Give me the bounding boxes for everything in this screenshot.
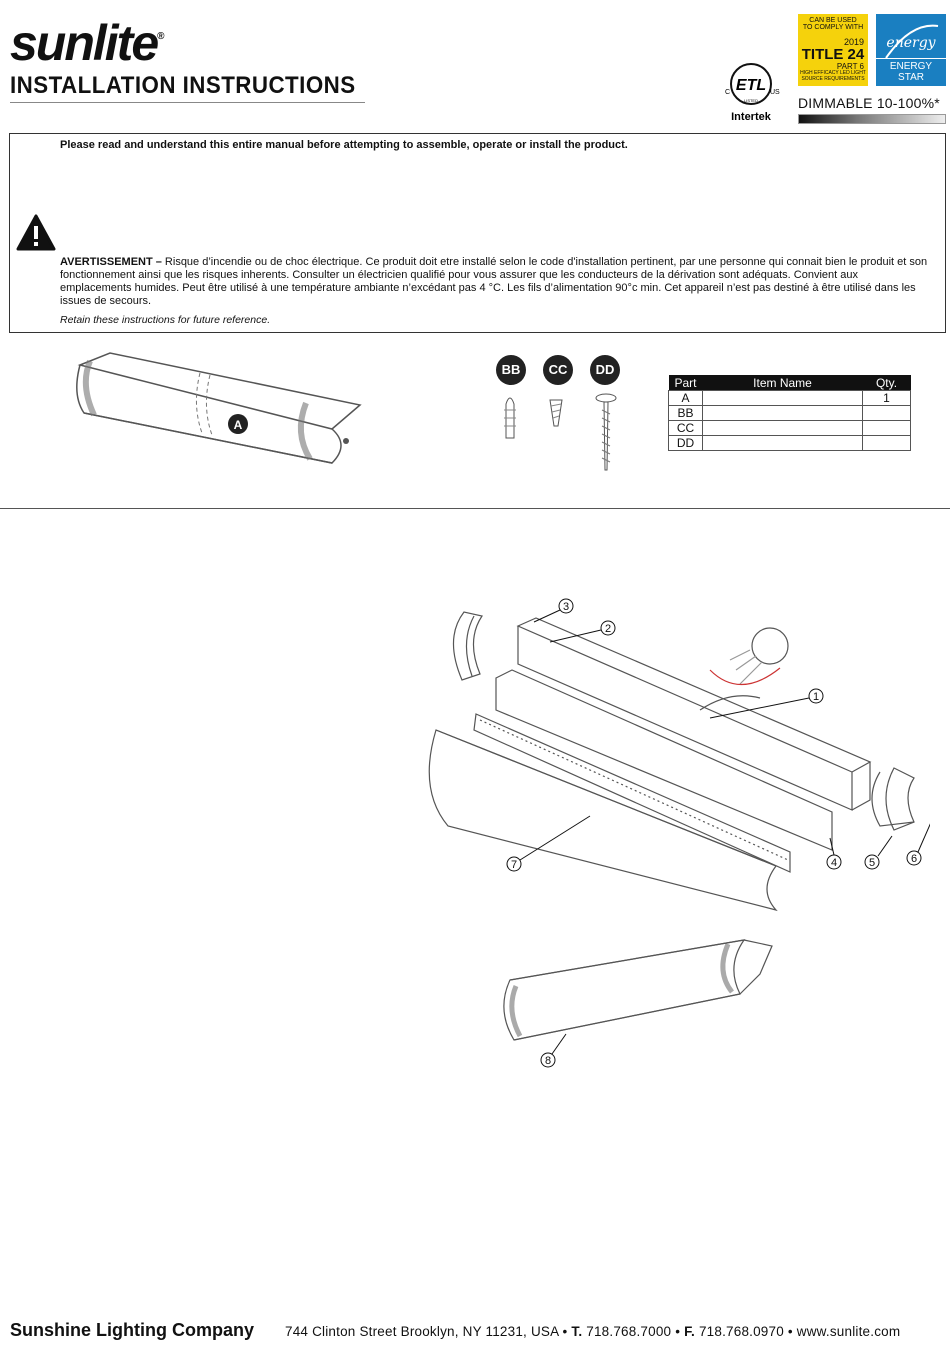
- callout-1: [710, 689, 823, 718]
- energy-star-label: ENERGY STAR: [876, 58, 946, 83]
- wall-anchor-icon: [504, 398, 516, 438]
- footer-contact: [285, 1324, 900, 1339]
- row-name: [703, 436, 863, 451]
- footer-tel-label: T.: [571, 1324, 583, 1339]
- title24-part: PART 6: [836, 61, 864, 71]
- fixture-a-label: A: [233, 418, 243, 432]
- callout-8: [541, 1034, 566, 1067]
- title24-line2: TO COMPLY WITH: [802, 24, 864, 32]
- callout-5: [865, 836, 892, 869]
- row-qty: [863, 421, 911, 436]
- etl-listed: LISTED: [743, 98, 759, 103]
- warning-triangle-icon: [16, 214, 56, 252]
- footer-tel: 718.768.7000: [586, 1324, 672, 1339]
- section-divider: [0, 508, 950, 509]
- dimming-gradient-bar: [798, 114, 946, 124]
- wire-nut-icon: [550, 400, 562, 426]
- row-name: [703, 406, 863, 421]
- row-part: BB: [669, 406, 703, 421]
- row-part: DD: [669, 436, 703, 451]
- energy-star-badge: [876, 14, 946, 86]
- parts-table-header: [669, 375, 911, 391]
- callout-3: [534, 599, 573, 622]
- title24-title: TITLE 24: [801, 46, 865, 64]
- callout-2: [550, 621, 615, 642]
- col-part: Part: [669, 375, 703, 391]
- row-name: [703, 391, 863, 406]
- col-item-name: Item Name: [703, 375, 863, 391]
- callout-2-label: 2: [604, 623, 612, 635]
- retain-notice: Retain these instructions for future reference.: [60, 314, 271, 326]
- row-name: [703, 421, 863, 436]
- table-row: [669, 406, 911, 421]
- callout-5-label: 5: [868, 857, 876, 869]
- title-divider: [10, 102, 365, 103]
- table-row: [669, 436, 911, 451]
- exploded-diagram: [410, 590, 930, 1080]
- french-warning-label: AVERTISSEMENT –: [60, 256, 162, 268]
- callout-1-label: 1: [812, 691, 820, 703]
- hardware-badge-dd: DD: [590, 355, 620, 385]
- fixture-a-drawing: [70, 345, 370, 475]
- energy-script: energy: [886, 35, 936, 51]
- footer-address: 744 Clinton Street Brooklyn, NY 11231, USA: [285, 1324, 559, 1339]
- callout-4: [827, 838, 841, 869]
- etl-listed-icon: [722, 58, 780, 124]
- etl-us: US: [770, 89, 780, 96]
- row-qty: [863, 406, 911, 421]
- row-part: CC: [669, 421, 703, 436]
- title24-line1: CAN BE USED: [809, 17, 857, 24]
- callout-8-label: 8: [544, 1055, 552, 1067]
- title24-year: 2019: [843, 36, 864, 47]
- read-notice: Please read and understand this entire manual before attempting to assemble, operate or install the product.: [60, 139, 628, 151]
- screw-icon: [596, 394, 616, 470]
- callout-7: [507, 816, 590, 871]
- hardware-badge-bb: BB: [496, 355, 526, 385]
- footer-bullet-icon: •: [562, 1324, 572, 1339]
- intertek-label: Intertek: [731, 111, 771, 123]
- footer-bullet-icon: •: [675, 1324, 685, 1339]
- row-part: A: [669, 391, 703, 406]
- callout-6-label: 6: [910, 853, 918, 865]
- french-warning: [60, 256, 930, 308]
- hardware-drawings: [496, 390, 626, 476]
- footer-company: Sunshine Lighting Company: [10, 1320, 254, 1340]
- table-row: [669, 391, 911, 406]
- row-qty: 1: [863, 391, 911, 406]
- table-row: [669, 421, 911, 436]
- title24-badge: [798, 14, 868, 86]
- parts-table: [668, 375, 911, 451]
- footer-fax-label: F.: [684, 1324, 695, 1339]
- etl-c: C: [725, 89, 731, 96]
- etl-mark: ETL: [735, 77, 767, 94]
- document-title: INSTALLATION INSTRUCTIONS: [10, 72, 356, 99]
- title24-line5: HIGH EFFICACY LED LIGHT: [800, 70, 866, 77]
- callout-4-label: 4: [830, 857, 838, 869]
- callout-6: [907, 820, 930, 865]
- footer-bullet-icon: •: [787, 1324, 797, 1339]
- row-qty: [863, 436, 911, 451]
- callout-3-label: 3: [562, 601, 570, 613]
- brand-logo: [10, 15, 165, 71]
- brand-name: sunlite: [10, 15, 158, 71]
- col-qty: Qty.: [863, 375, 911, 391]
- registered-mark: ®: [157, 31, 165, 42]
- footer-fax: 718.768.0970: [698, 1324, 784, 1339]
- dimmable-label: DIMMABLE 10-100%*: [798, 95, 940, 111]
- callout-7-label: 7: [510, 859, 518, 871]
- hardware-badge-cc: CC: [543, 355, 573, 385]
- title24-line6: SOURCE REQUIREMENTS: [801, 75, 865, 82]
- french-warning-text: Risque d’incendie ou de choc électrique. Ce produit doit etre installé selon le code d'installation pertinent, par une personne qui connait bien le produit et son fonctionnement ainsi que les risques inherents. Consulter un électricien qualifié pour vous assurer que les conducteurs de la dérivation sont adéquats. Convient aux emplacements humides. Peut être utilisé à une température ambiante n’excédant pas 4 °C. Les fils d’alimentation 90°c min. Cet appareil n’est pas destiné à être utilisé dans les issues de secours.: [60, 256, 928, 307]
- footer-website-link[interactable]: www.sunlite.com: [796, 1324, 901, 1339]
